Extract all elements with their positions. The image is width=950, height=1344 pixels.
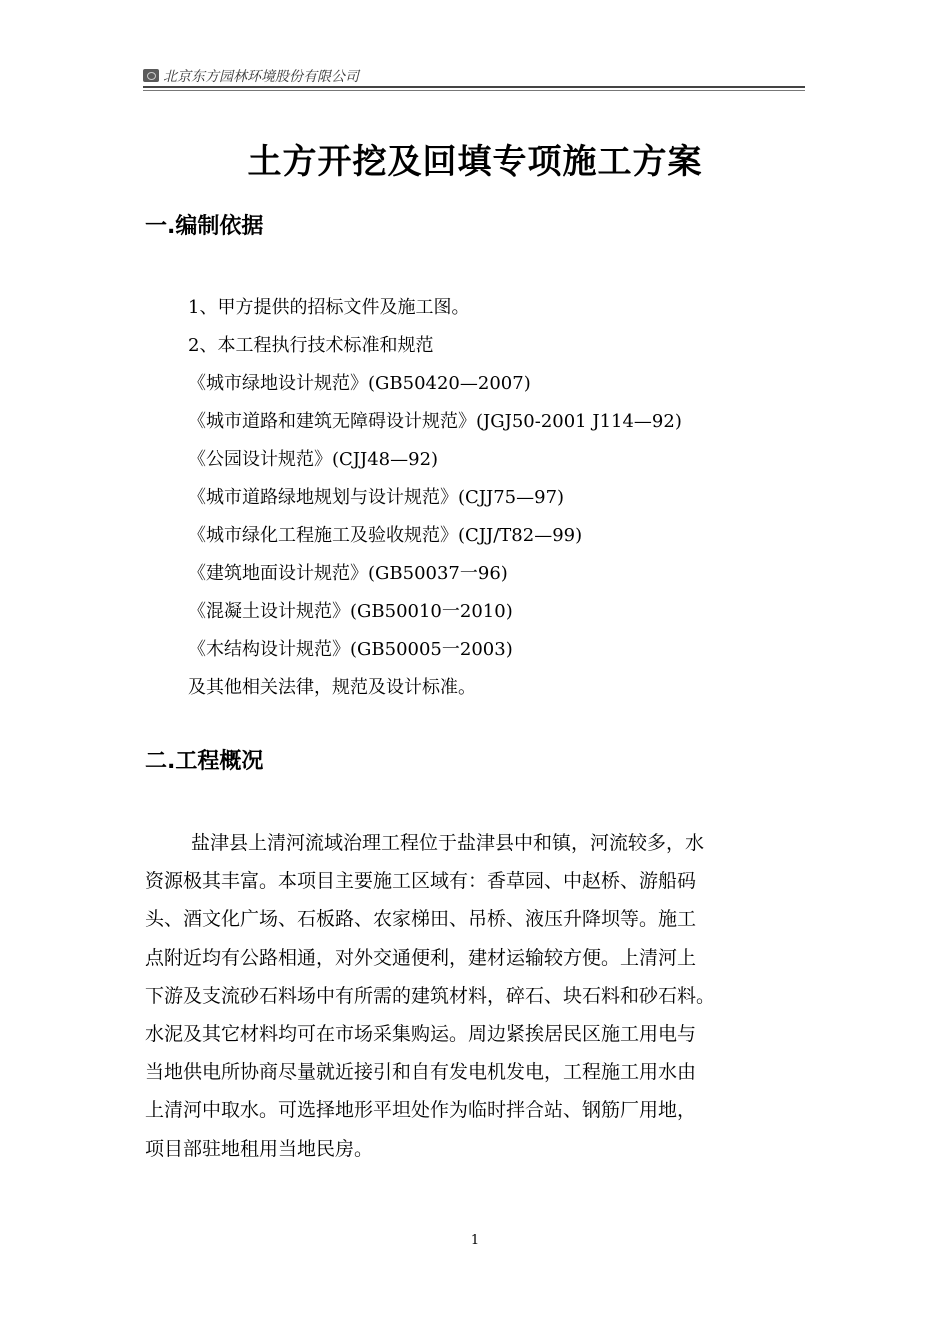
- section-heading-overview: 二.工程概况: [145, 749, 264, 774]
- paragraph-line: 资源极其丰富。本项目主要施工区域有：香草园、中赵桥、游船码: [145, 870, 697, 893]
- basis-item: 《城市绿化工程施工及验收规范》(CJJ/T82—99): [188, 525, 583, 546]
- page-header: [143, 66, 805, 90]
- basis-item: 《城市道路和建筑无障碍设计规范》(JGJ50-2001 J114—92): [188, 411, 682, 432]
- basis-item: 2、本工程执行技术标准和规范: [188, 335, 434, 356]
- company-name: 北京东方园林环境股份有限公司: [163, 69, 359, 85]
- company-logo-icon: [143, 69, 159, 82]
- basis-item: 《城市道路绿地规划与设计规范》(CJJ75—97): [188, 487, 565, 508]
- paragraph-line: 当地供电所协商尽量就近接引和自有发电机发电，工程施工用水由: [145, 1061, 697, 1084]
- basis-item: 《建筑地面设计规范》(GB50037一96): [188, 563, 508, 584]
- basis-item: 《城市绿地设计规范》(GB50420—2007): [188, 373, 531, 394]
- overview-paragraph: [145, 824, 805, 1168]
- basis-item: 及其他相关法律，规范及设计标准。: [188, 677, 476, 698]
- document-title: 土方开挖及回填专项施工方案: [247, 142, 703, 182]
- basis-item: 《木结构设计规范》(GB50005一2003): [188, 639, 513, 660]
- basis-list: [188, 289, 682, 707]
- paragraph-line: 项目部驻地租用当地民房。: [145, 1137, 374, 1160]
- paragraph-line: 下游及支流砂石料场中有所需的建筑材料，碎石、块石料和砂石料。: [145, 984, 716, 1007]
- basis-item: 《公园设计规范》(CJJ48—92): [188, 449, 439, 470]
- page-number: 1: [470, 1233, 480, 1248]
- basis-item: 《混凝土设计规范》(GB50010一2010): [188, 601, 513, 622]
- paragraph-line: 头、酒文化广场、石板路、农家梯田、吊桥、液压升降坝等。施工: [145, 908, 697, 931]
- paragraph-line: 盐津县上清河流域治理工程位于盐津县中和镇，河流较多，水: [191, 832, 705, 854]
- header-rule-thin: [143, 90, 805, 91]
- paragraph-line: 水泥及其它材料均可在市场采集购运。周边紧挨居民区施工用电与: [145, 1023, 697, 1046]
- paragraph-line: 上清河中取水。可选择地形平坦处作为临时拌合站、钢筋厂用地，: [145, 1099, 697, 1122]
- header-rule: [143, 86, 805, 88]
- paragraph-line: 点附近均有公路相通，对外交通便利，建材运输较方便。上清河上: [145, 946, 697, 969]
- basis-item: 1、甲方提供的招标文件及施工图。: [188, 297, 470, 318]
- section-heading-basis: 一.编制依据: [145, 214, 264, 239]
